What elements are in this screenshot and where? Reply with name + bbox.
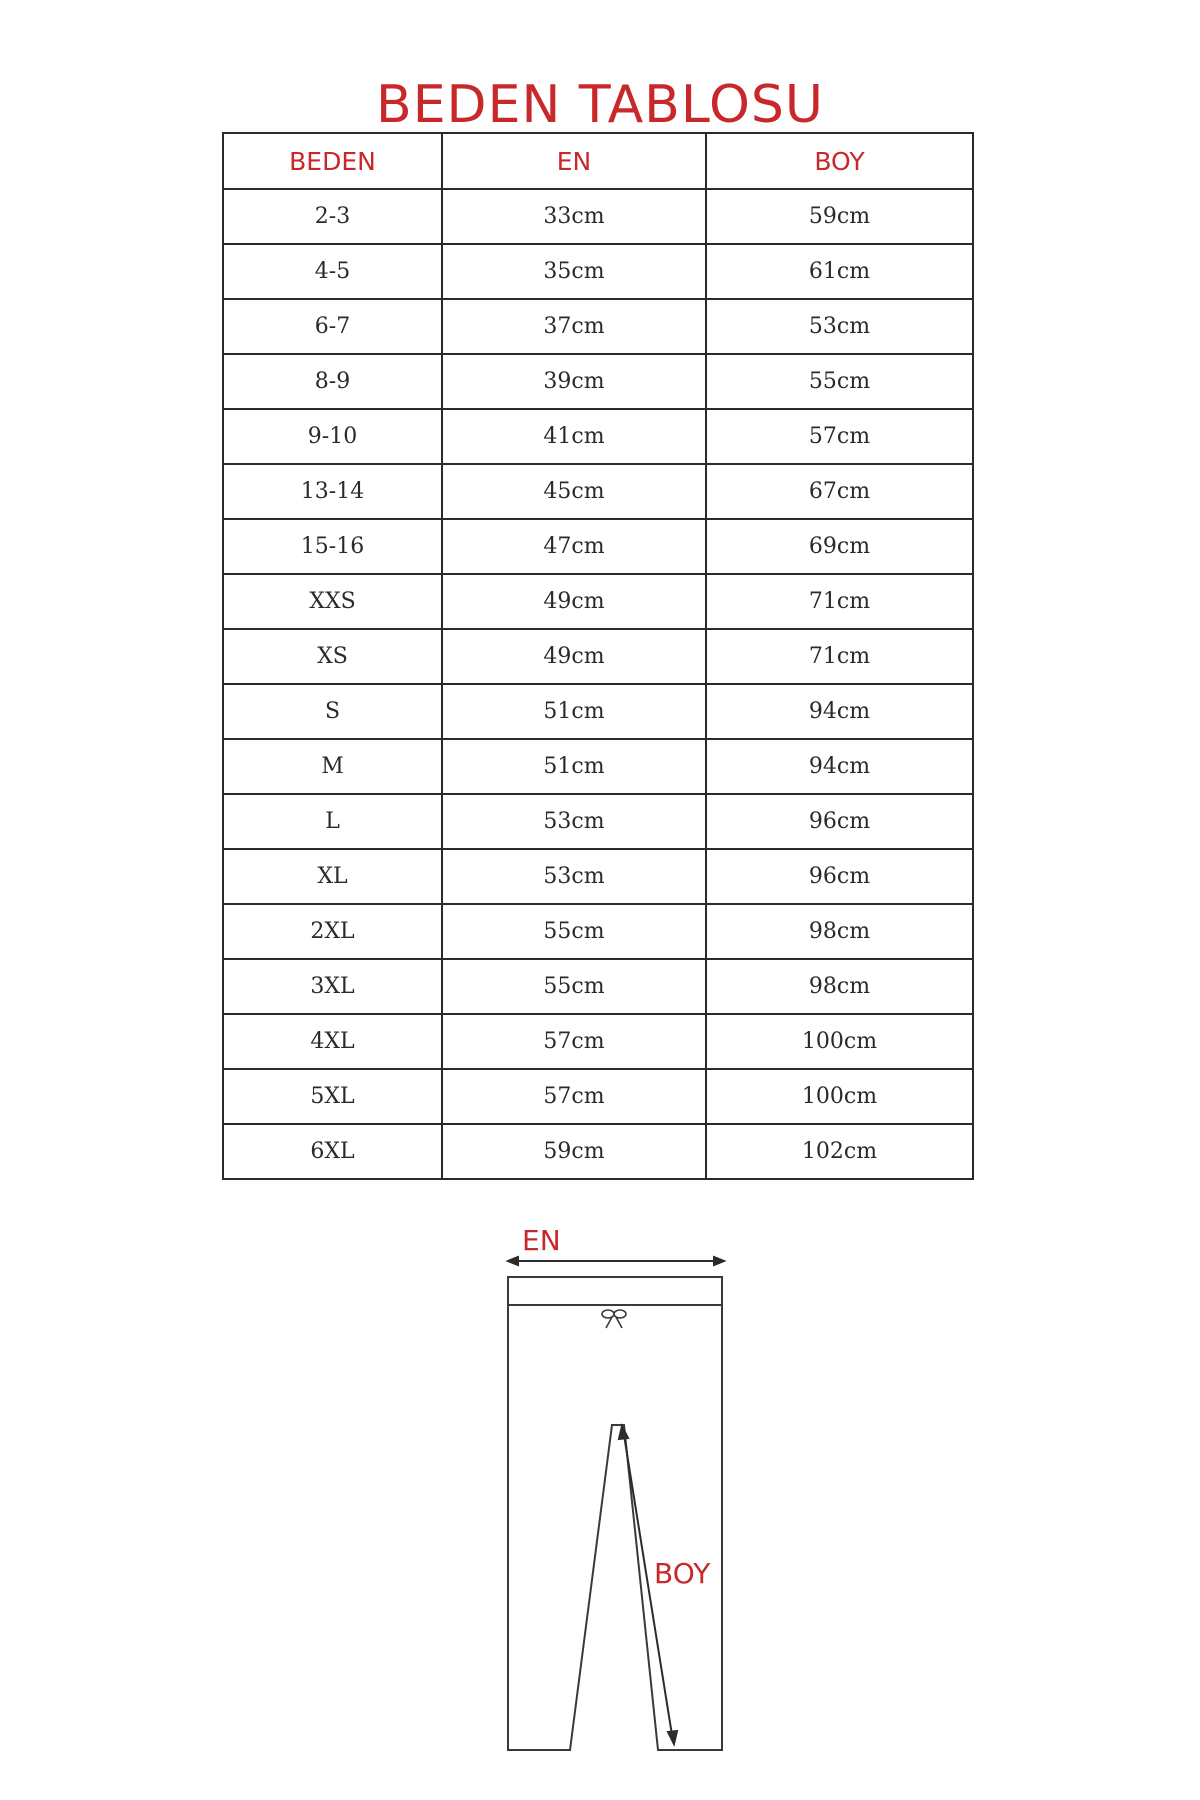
table-row bbox=[223, 189, 973, 244]
width-cell: 51cm bbox=[442, 739, 706, 794]
size-cell: 4XL bbox=[223, 1014, 442, 1069]
table-body bbox=[223, 189, 973, 1179]
table-row bbox=[223, 1014, 973, 1069]
table-row bbox=[223, 739, 973, 794]
size-cell: 6-7 bbox=[223, 299, 442, 354]
length-cell: 61cm bbox=[706, 244, 973, 299]
table-row bbox=[223, 409, 973, 464]
size-cell: 6XL bbox=[223, 1124, 442, 1179]
en-label: EN bbox=[522, 1230, 561, 1257]
table-row bbox=[223, 794, 973, 849]
size-cell: 13-14 bbox=[223, 464, 442, 519]
length-cell: 96cm bbox=[706, 794, 973, 849]
length-cell: 71cm bbox=[706, 574, 973, 629]
length-cell: 96cm bbox=[706, 849, 973, 904]
size-cell: 9-10 bbox=[223, 409, 442, 464]
header-en: EN bbox=[442, 133, 706, 189]
size-cell: XS bbox=[223, 629, 442, 684]
width-cell: 49cm bbox=[442, 629, 706, 684]
width-cell: 57cm bbox=[442, 1069, 706, 1124]
header-boy: BOY bbox=[706, 133, 973, 189]
width-cell: 49cm bbox=[442, 574, 706, 629]
width-cell: 35cm bbox=[442, 244, 706, 299]
width-cell: 55cm bbox=[442, 959, 706, 1014]
size-cell: 2XL bbox=[223, 904, 442, 959]
table-row bbox=[223, 849, 973, 904]
width-cell: 39cm bbox=[442, 354, 706, 409]
size-cell: 3XL bbox=[223, 959, 442, 1014]
size-cell: S bbox=[223, 684, 442, 739]
width-cell: 33cm bbox=[442, 189, 706, 244]
page-title: BEDEN TABLOSU bbox=[376, 74, 824, 135]
size-cell: 8-9 bbox=[223, 354, 442, 409]
table-row bbox=[223, 1124, 973, 1179]
width-cell: 45cm bbox=[442, 464, 706, 519]
table-row bbox=[223, 904, 973, 959]
width-cell: 59cm bbox=[442, 1124, 706, 1179]
size-cell: 5XL bbox=[223, 1069, 442, 1124]
drawstring-bow-icon bbox=[602, 1310, 626, 1328]
size-cell: 15-16 bbox=[223, 519, 442, 574]
length-cell: 98cm bbox=[706, 904, 973, 959]
width-cell: 53cm bbox=[442, 794, 706, 849]
width-cell: 53cm bbox=[442, 849, 706, 904]
table-row bbox=[223, 1069, 973, 1124]
size-cell: 4-5 bbox=[223, 244, 442, 299]
size-table bbox=[222, 132, 974, 1180]
size-cell: 2-3 bbox=[223, 189, 442, 244]
table-header-row bbox=[223, 133, 973, 189]
width-cell: 41cm bbox=[442, 409, 706, 464]
table-row bbox=[223, 629, 973, 684]
length-cell: 102cm bbox=[706, 1124, 973, 1179]
length-cell: 94cm bbox=[706, 684, 973, 739]
length-cell: 59cm bbox=[706, 189, 973, 244]
pants-outline-icon bbox=[508, 1277, 722, 1750]
size-cell: XL bbox=[223, 849, 442, 904]
width-cell: 51cm bbox=[442, 684, 706, 739]
table-row bbox=[223, 519, 973, 574]
length-cell: 67cm bbox=[706, 464, 973, 519]
length-cell: 53cm bbox=[706, 299, 973, 354]
length-cell: 69cm bbox=[706, 519, 973, 574]
table-row bbox=[223, 299, 973, 354]
table-row bbox=[223, 354, 973, 409]
header-beden: BEDEN bbox=[223, 133, 442, 189]
width-cell: 47cm bbox=[442, 519, 706, 574]
pants-diagram bbox=[0, 1230, 1200, 1790]
table-row bbox=[223, 684, 973, 739]
length-cell: 94cm bbox=[706, 739, 973, 794]
length-cell: 100cm bbox=[706, 1069, 973, 1124]
size-cell: M bbox=[223, 739, 442, 794]
size-cell: XXS bbox=[223, 574, 442, 629]
en-arrow bbox=[508, 1257, 724, 1265]
size-cell: L bbox=[223, 794, 442, 849]
table-row bbox=[223, 574, 973, 629]
length-cell: 71cm bbox=[706, 629, 973, 684]
length-cell: 55cm bbox=[706, 354, 973, 409]
length-cell: 100cm bbox=[706, 1014, 973, 1069]
table-row bbox=[223, 959, 973, 1014]
width-cell: 37cm bbox=[442, 299, 706, 354]
width-cell: 55cm bbox=[442, 904, 706, 959]
table-row bbox=[223, 244, 973, 299]
length-cell: 57cm bbox=[706, 409, 973, 464]
width-cell: 57cm bbox=[442, 1014, 706, 1069]
length-cell: 98cm bbox=[706, 959, 973, 1014]
table-row bbox=[223, 464, 973, 519]
boy-label: BOY bbox=[654, 1557, 711, 1590]
